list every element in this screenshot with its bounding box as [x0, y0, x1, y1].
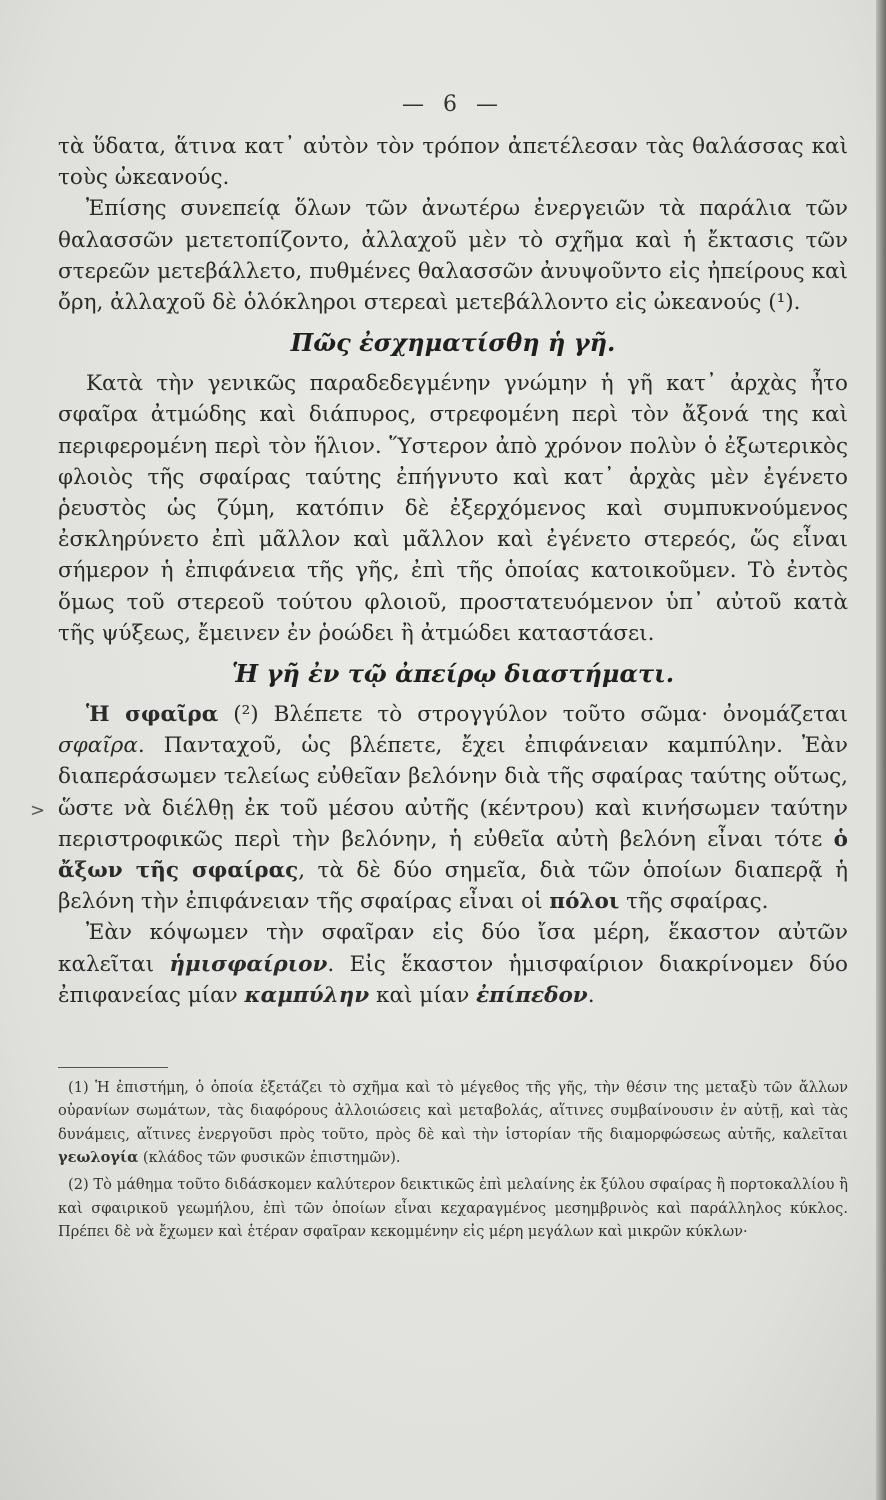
paragraph-4-text-3: , τὰ δὲ δύο σημεῖα, διὰ τῶν ὁποίων διαπερᾷ ἡ βελόνη τὴν ἐπιφάνειαν τῆς σφαίρας εἶναι οἱ — [58, 858, 848, 915]
footnote-ref-1: (¹). — [768, 290, 801, 316]
sphere-term: Ἡ σφαῖρα — [86, 702, 219, 728]
footnote-1-text-1: (1) Ἡ ἐπιστήμη, ὁ ὁποία ἐξετάζει τὸ σχῆμα καὶ τὸ μέγεθος τῆς γῆς, τὴν θέσιν της μεταξὺ τῶν ἄλλων οὐρανίων σωμάτων, τὰς διαφόρους ἀλλοιώσεις καὶ μεταβολάς, αἵτινες συμβαίνουσιν ἐν αὐτῇ, καὶ τὰς δυνάμεις, αἵτινες ἐνεργοῦσι πρὸς τοῦτο, πρὸς δὲ καὶ τὴν ἱστορίαν τῆς διαμορφώσεως αὐτῆς, καλεῖται — [58, 1079, 848, 1143]
paragraph-5-text-3: καὶ μίαν — [369, 982, 477, 1008]
axis-term: ὁ ἄξων τῆς σφαίρας — [58, 826, 848, 884]
flat-term: ἐπίπεδον — [476, 982, 588, 1008]
paragraph-1: τὰ ὕδατα, ἅτινα κατ᾽ αὐτὸν τὸν τρόπον ἀπετέλεσαν τὰς θαλάσσας καὶ τοὺς ὠκεανούς. — [58, 134, 848, 191]
paragraph-3: Κατὰ τὴν γενικῶς παραδεδεγμένην γνώμην ἡ γῆ κατ᾽ ἀρχὰς ἦτο σφαῖρα ἀτμώδης καὶ διάπυρος, στρεφομένη περὶ τὸν ἄξονά της καὶ περιφερομένη περὶ τὸν ἥλιον. Ὕστερον ἀπὸ χρόνον πολὺν ὁ ἐξωτερικὸς φλοιὸς τῆς σφαίρας ταύτης ἐπήγνυτο καὶ κατ᾽ ἀρχὰς μὲν ἐγένετο ῥευστὸς ὡς ζύμη, κατόπιν δὲ ἐξερχόμενος καὶ συμπυκνούμενος ἐσκληρύνετο ἐπὶ μᾶλλον καὶ μᾶλλον καὶ ἐγένετο στερεός, ὥς εἶναι σήμερον ἡ ἐπιφάνεια τῆς γῆς, ἐπὶ τῆς ὁποίας κατοικοῦμεν. Τὸ ἐντὸς ὅμως τοῦ στερεοῦ τούτου φλοιοῦ, προστατευόμενον ὑπ᾽ αὐτοῦ κατὰ τῆς ψύξεως, ἔμεινεν ἐν ῥοώδει ἢ ἀτμώδει καταστάσει. — [58, 371, 848, 646]
curved-term: καμπύλην — [244, 982, 370, 1008]
sphere-italic-term: σφαῖρα — [58, 733, 138, 759]
geology-term: γεωλογία — [58, 1148, 139, 1166]
poles-term: πόλοι — [549, 889, 620, 915]
section-heading-earth-in-space: Ἡ γῆ ἐν τῷ ἀπείρῳ διαστήματι. — [231, 659, 675, 689]
paragraph-4-text-1: Βλέπετε τὸ στρογγύλον τοῦτο σῶμα· ὀνομάζεται — [258, 702, 848, 728]
paragraph-5-text-4: . — [587, 982, 595, 1008]
paragraph-5-text-1: Ἐὰν κόψωμεν τὴν σφαῖραν εἰς δύο ἴσα μέρη, ἕκαστον αὐτῶν καλεῖται — [58, 920, 848, 977]
paragraph-5 — [58, 917, 848, 1011]
hemisphere-term: ἡμισφαίριον — [169, 951, 328, 977]
paragraph-4-text-2: . Πανταχοῦ, ὡς βλέπετε, ἔχει ἐπιφάνειαν καμπύλην. Ἐὰν διαπεράσωμεν τελείως εὐθεῖαν βελόνην διὰ τῆς σφαίρας ταύτης οὕτως, ὥστε νὰ διέλθῃ ἐκ τοῦ μέσου αὐτῆς (κέντρου) καὶ κινήσωμεν ταύτην περιστροφικῶς περὶ τὴν βελόνην, ἡ εὐθεῖα αὐτὴ βελόνη εἶναι τότε — [58, 733, 848, 852]
section-heading-earth-formation: Πῶς ἐσχηματίσθη ἡ γῆ. — [290, 328, 616, 358]
paragraph-2-text: Ἐπίσης συνεπείᾳ ὅλων τῶν ἀνωτέρω ἐνεργειῶν τὰ παράλια τῶν θαλασσῶν μετετοπίζοντο, ἀλλαχοῦ μὲν τὸ σχῆμα καὶ ἡ ἔκτασις τῶν στερεῶν μετεβάλλετο, πυθμένες θαλασσῶν ἀνυψοῦντο εἰς ἠπείρους καὶ ὄρη, ἀλλαχοῦ δὲ ὁλόκληροι στερεαὶ μετεβάλλοντο εἰς ὠκεανούς — [58, 196, 848, 316]
footnote-1 — [58, 1076, 848, 1169]
page-number: — 6 — — [402, 92, 504, 117]
paragraph-2 — [58, 193, 848, 318]
paragraph-4 — [58, 699, 848, 917]
page-content — [58, 92, 848, 1243]
footnote-1-text-2: (κλάδος τῶν φυσικῶν ἐπιστημῶν). — [138, 1148, 401, 1166]
footnote-2: (2) Τὸ μάθημα τοῦτο διδάσκομεν καλύτερον δεικτικῶς ἐπὶ μελαίνης ἐκ ξύλου σφαίρας ἢ πορτοκαλλίου ἢ καὶ σφαιρικοῦ γεωμήλου, ἐπὶ τῶν ὁποίων εἶναι κεχαραγμένος μεσημβρινὸς καὶ παράλληλος κύκλος. Πρέπει δὲ νὰ ἔχωμεν καὶ ἑτέραν σφαῖραν κεκομμένην εἰς μέρη μεγάλων καὶ μικρῶν κύκλων· — [58, 1176, 848, 1240]
page-edge-shadow — [876, 0, 886, 1500]
paragraph-4-text-4: τῆς σφαίρας. — [619, 889, 769, 915]
footnote-ref-2: (²) — [233, 702, 259, 728]
margin-mark: > — [30, 800, 46, 821]
paragraph-5-text-2: . Εἰς ἕκαστον ἡμισφαίριον διακρίνομεν δύο ἐπιφανείας μίαν — [58, 951, 848, 1008]
footnote-divider — [58, 1067, 168, 1068]
